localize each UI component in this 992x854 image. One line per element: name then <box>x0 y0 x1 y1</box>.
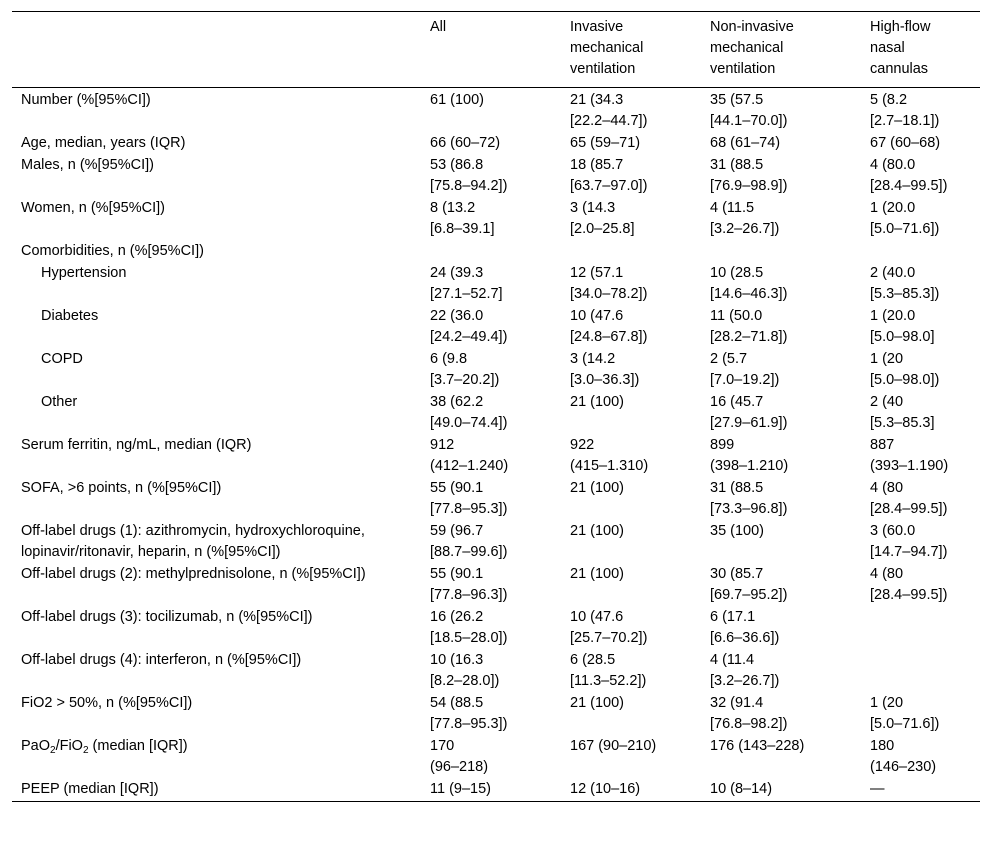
table-cell: 1 (20.0 [5.0–98.0] <box>870 308 935 345</box>
table-cell: 66 (60–72) <box>430 135 501 151</box>
row-label: Off-label drugs (1): azithromycin, hydroxychloroquine, lopinavir/ritonavir, heparin, n (%[95%CI]) <box>21 523 365 560</box>
table-cell: 1 (20 [5.0–71.6]) <box>870 695 940 732</box>
table-cell: 31 (88.5 [73.3–96.8]) <box>710 480 788 517</box>
table-cell: 176 (143–228) <box>710 738 805 754</box>
table-cell: 4 (80 [28.4–99.5]) <box>870 480 948 517</box>
row-label: PaO$_2$/FiO$_2$ (median [IQR]) <box>21 738 188 756</box>
row-label: COPD <box>41 351 83 367</box>
table-cell <box>702 241 862 263</box>
table-cell <box>422 241 562 263</box>
table-row <box>12 478 980 521</box>
row-label: Women, n (%[95%CI]) <box>21 200 165 216</box>
table-cell: 6 (9.8 [3.7–20.2]) <box>430 351 500 388</box>
table-cell <box>862 650 980 693</box>
table-row <box>12 693 980 736</box>
table-row <box>12 435 980 478</box>
header-cell-col-2: Invasive mechanical ventilation <box>570 19 644 77</box>
table-row <box>12 155 980 198</box>
table-cell: 32 (91.4 [76.8–98.2]) <box>710 695 788 732</box>
row-label: Other <box>41 394 78 410</box>
table-cell <box>862 241 980 263</box>
table-cell: 12 (10–16) <box>570 781 641 797</box>
table-body <box>12 88 980 802</box>
table-container <box>12 11 980 802</box>
table-cell: 21 (100) <box>570 695 625 711</box>
table-cell: 3 (60.0 [14.7–94.7]) <box>870 523 948 560</box>
row-label: Serum ferritin, ng/mL, median (IQR) <box>21 437 252 453</box>
row-label: PEEP (median [IQR]) <box>21 781 159 797</box>
table-cell: 31 (88.5 [76.9–98.9]) <box>710 157 788 194</box>
header-cell-col-4: High-flow nasal cannulas <box>870 19 931 77</box>
table-cell: 21 (100) <box>570 394 625 410</box>
table-cell: 12 (57.1 [34.0–78.2]) <box>570 265 648 302</box>
table-cell: 10 (47.6 [25.7–70.2]) <box>570 609 648 646</box>
row-label: Off-label drugs (3): tocilizumab, n (%[95%CI]) <box>21 609 313 625</box>
table-cell: — <box>870 781 885 797</box>
table-row <box>12 607 980 650</box>
table-cell: 922 (415–1.310) <box>570 437 649 474</box>
table-row <box>12 241 980 263</box>
table-cell: 5 (8.2 [2.7–18.1]) <box>870 92 940 129</box>
table-cell: 167 (90–210) <box>570 738 657 754</box>
row-label: Off-label drugs (4): interferon, n (%[95%CI]) <box>21 652 302 668</box>
table-cell: 67 (60–68) <box>870 135 941 151</box>
row-label: Age, median, years (IQR) <box>21 135 186 151</box>
table-cell: 10 (8–14) <box>710 781 773 797</box>
table-cell <box>862 607 980 650</box>
table-cell: 1 (20 [5.0–98.0]) <box>870 351 940 388</box>
table-cell: 8 (13.2 [6.8–39.1] <box>430 200 495 237</box>
table-row <box>12 133 980 155</box>
table-cell: 54 (88.5 [77.8–95.3]) <box>430 695 508 732</box>
header-cell-label <box>12 12 422 88</box>
table-cell <box>562 241 702 263</box>
table-header-row <box>12 12 980 88</box>
table-cell: 180 (146–230) <box>870 738 937 775</box>
table-row <box>12 263 980 306</box>
table-cell: 55 (90.1 [77.8–95.3]) <box>430 480 508 517</box>
header-cell-col-3: Non-invasive mechanical ventilation <box>710 19 794 77</box>
table-cell: 35 (57.5 [44.1–70.0]) <box>710 92 788 129</box>
table-cell: 21 (34.3 [22.2–44.7]) <box>570 92 648 129</box>
row-label: Off-label drugs (2): methylprednisolone, n (%[95%CI]) <box>21 566 366 582</box>
table-row <box>12 736 980 779</box>
table-cell: 35 (100) <box>710 523 765 539</box>
table-row <box>12 349 980 392</box>
table-cell: 11 (9–15) <box>430 781 491 797</box>
table-cell: 4 (11.5 [3.2–26.7]) <box>710 200 780 237</box>
table-row <box>12 650 980 693</box>
table-cell: 887 (393–1.190) <box>870 437 949 474</box>
table-cell: 55 (90.1 [77.8–96.3]) <box>430 566 508 603</box>
table-cell: 22 (36.0 [24.2–49.4]) <box>430 308 508 345</box>
table-cell: 6 (28.5 [11.3–52.2]) <box>570 652 647 689</box>
table-cell: 16 (26.2 [18.5–28.0]) <box>430 609 508 646</box>
row-label: Comorbidities, n (%[95%CI]) <box>21 243 204 259</box>
table-cell: 6 (17.1 [6.6–36.6]) <box>710 609 780 646</box>
table-cell: 30 (85.7 [69.7–95.2]) <box>710 566 788 603</box>
table-cell: 21 (100) <box>570 566 625 582</box>
table-cell: 65 (59–71) <box>570 135 641 151</box>
table-cell: 68 (61–74) <box>710 135 781 151</box>
table-cell: 2 (40 [5.3–85.3] <box>870 394 935 431</box>
table-cell: 2 (5.7 [7.0–19.2]) <box>710 351 780 388</box>
table-cell: 1 (20.0 [5.0–71.6]) <box>870 200 940 237</box>
table-cell: 24 (39.3 [27.1–52.7] <box>430 265 503 302</box>
table-cell: 10 (28.5 [14.6–46.3]) <box>710 265 788 302</box>
table-cell: 4 (11.4 [3.2–26.7]) <box>710 652 780 689</box>
table-cell: 61 (100) <box>430 92 485 108</box>
table-cell: 3 (14.3 [2.0–25.8] <box>570 200 635 237</box>
table-cell: 170 (96–218) <box>430 738 489 775</box>
row-label: Number (%[95%CI]) <box>21 92 151 108</box>
table-cell: 11 (50.0 [28.2–71.8]) <box>710 308 788 345</box>
row-label: Hypertension <box>41 265 127 281</box>
table-cell: 4 (80.0 [28.4–99.5]) <box>870 157 948 194</box>
table-cell: 10 (16.3 [8.2–28.0]) <box>430 652 500 689</box>
header-cell-col-1: All <box>430 19 447 35</box>
row-label: FiO2 > 50%, n (%[95%CI]) <box>21 695 193 711</box>
table-cell: 59 (96.7 [88.7–99.6]) <box>430 523 508 560</box>
row-label: Males, n (%[95%CI]) <box>21 157 154 173</box>
table-cell: 18 (85.7 [63.7–97.0]) <box>570 157 648 194</box>
table-row <box>12 521 980 564</box>
table-cell: 53 (86.8 [75.8–94.2]) <box>430 157 508 194</box>
table-row <box>12 306 980 349</box>
table-cell: 899 (398–1.210) <box>710 437 789 474</box>
table-cell: 4 (80 [28.4–99.5]) <box>870 566 948 603</box>
table-cell: 3 (14.2 [3.0–36.3]) <box>570 351 640 388</box>
table-cell: 38 (62.2 [49.0–74.4]) <box>430 394 508 431</box>
table-cell: 912 (412–1.240) <box>430 437 509 474</box>
table-row <box>12 392 980 435</box>
table-cell: 2 (40.0 [5.3–85.3]) <box>870 265 940 302</box>
table-row <box>12 88 980 134</box>
table-cell: 10 (47.6 [24.8–67.8]) <box>570 308 648 345</box>
table-row <box>12 198 980 241</box>
table-row <box>12 779 980 802</box>
table-cell: 16 (45.7 [27.9–61.9]) <box>710 394 788 431</box>
patient-characteristics-table <box>12 11 980 802</box>
table-cell: 21 (100) <box>570 523 625 539</box>
table-row <box>12 564 980 607</box>
row-label: Diabetes <box>41 308 99 324</box>
table-cell: 21 (100) <box>570 480 625 496</box>
row-label: SOFA, >6 points, n (%[95%CI]) <box>21 480 222 496</box>
